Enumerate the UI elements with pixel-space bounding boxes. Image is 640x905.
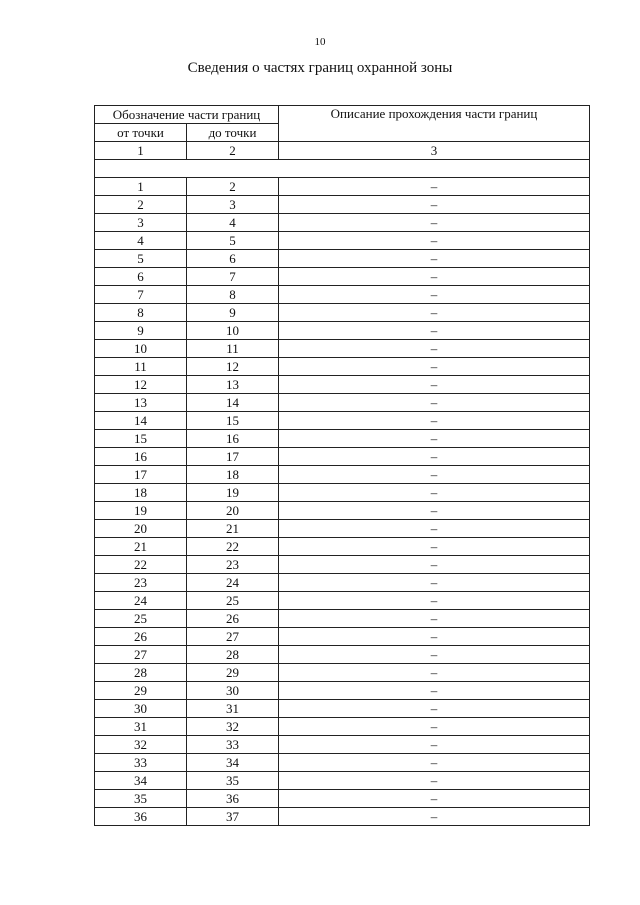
column-number-2: 2 — [187, 142, 279, 160]
description-cell: – — [279, 682, 590, 700]
to-point-cell: 12 — [187, 358, 279, 376]
from-point-cell: 21 — [95, 538, 187, 556]
from-point-cell: 4 — [95, 232, 187, 250]
to-point-cell: 7 — [187, 268, 279, 286]
table-row — [95, 556, 590, 574]
to-point-cell: 35 — [187, 772, 279, 790]
table-row — [95, 592, 590, 610]
to-point-cell: 10 — [187, 322, 279, 340]
to-point-cell: 3 — [187, 196, 279, 214]
table-row — [95, 304, 590, 322]
table-row — [95, 682, 590, 700]
header-from-point: от точки — [95, 124, 187, 142]
table-row — [95, 448, 590, 466]
to-point-cell: 29 — [187, 664, 279, 682]
description-cell: – — [279, 286, 590, 304]
table-row — [95, 286, 590, 304]
description-cell: – — [279, 340, 590, 358]
to-point-cell: 33 — [187, 736, 279, 754]
description-cell: – — [279, 304, 590, 322]
to-point-cell: 36 — [187, 790, 279, 808]
table-row — [95, 178, 590, 196]
from-point-cell: 11 — [95, 358, 187, 376]
to-point-cell: 31 — [187, 700, 279, 718]
table-row — [95, 808, 590, 826]
to-point-cell: 5 — [187, 232, 279, 250]
column-number-row — [95, 142, 590, 160]
table-row — [95, 268, 590, 286]
table-row — [95, 394, 590, 412]
from-point-cell: 17 — [95, 466, 187, 484]
from-point-cell: 2 — [95, 196, 187, 214]
from-point-cell: 27 — [95, 646, 187, 664]
from-point-cell: 18 — [95, 484, 187, 502]
description-cell: – — [279, 556, 590, 574]
description-cell: – — [279, 574, 590, 592]
to-point-cell: 15 — [187, 412, 279, 430]
to-point-cell: 4 — [187, 214, 279, 232]
table-row — [95, 322, 590, 340]
description-cell: – — [279, 484, 590, 502]
from-point-cell: 30 — [95, 700, 187, 718]
table-row — [95, 610, 590, 628]
table-row — [95, 790, 590, 808]
page-number: 10 — [314, 36, 326, 48]
to-point-cell: 21 — [187, 520, 279, 538]
to-point-cell: 2 — [187, 178, 279, 196]
header-row-group — [95, 106, 590, 124]
description-cell: – — [279, 520, 590, 538]
from-point-cell: 34 — [95, 772, 187, 790]
from-point-cell: 10 — [95, 340, 187, 358]
table-row — [95, 196, 590, 214]
table-row — [95, 736, 590, 754]
table-row — [95, 232, 590, 250]
from-point-cell: 5 — [95, 250, 187, 268]
to-point-cell: 19 — [187, 484, 279, 502]
description-cell: – — [279, 754, 590, 772]
to-point-cell: 14 — [187, 394, 279, 412]
header-description: Описание прохождения части границ — [279, 106, 590, 142]
table-row — [95, 376, 590, 394]
description-cell: – — [279, 268, 590, 286]
from-point-cell: 20 — [95, 520, 187, 538]
table-row — [95, 214, 590, 232]
table-row — [95, 466, 590, 484]
table-row — [95, 412, 590, 430]
table-row — [95, 664, 590, 682]
from-point-cell: 22 — [95, 556, 187, 574]
from-point-cell: 12 — [95, 376, 187, 394]
to-point-cell: 37 — [187, 808, 279, 826]
from-point-cell: 35 — [95, 790, 187, 808]
description-cell: – — [279, 610, 590, 628]
description-cell: – — [279, 214, 590, 232]
table-row — [95, 772, 590, 790]
table-row — [95, 430, 590, 448]
table-row — [95, 574, 590, 592]
description-cell: – — [279, 232, 590, 250]
description-cell: – — [279, 646, 590, 664]
description-cell: – — [279, 394, 590, 412]
from-point-cell: 6 — [95, 268, 187, 286]
from-point-cell: 36 — [95, 808, 187, 826]
description-cell: – — [279, 502, 590, 520]
description-cell: – — [279, 790, 590, 808]
table-body — [95, 178, 590, 826]
description-cell: – — [279, 250, 590, 268]
from-point-cell: 28 — [95, 664, 187, 682]
column-number-1: 1 — [95, 142, 187, 160]
table-row — [95, 538, 590, 556]
table-row — [95, 754, 590, 772]
table-row — [95, 484, 590, 502]
description-cell: – — [279, 664, 590, 682]
description-cell: – — [279, 178, 590, 196]
header-boundary-designation: Обозначение части границ — [95, 106, 279, 124]
from-point-cell: 24 — [95, 592, 187, 610]
description-cell: – — [279, 718, 590, 736]
to-point-cell: 22 — [187, 538, 279, 556]
from-point-cell: 19 — [95, 502, 187, 520]
to-point-cell: 26 — [187, 610, 279, 628]
from-point-cell: 1 — [95, 178, 187, 196]
to-point-cell: 27 — [187, 628, 279, 646]
from-point-cell: 8 — [95, 304, 187, 322]
to-point-cell: 32 — [187, 718, 279, 736]
to-point-cell: 9 — [187, 304, 279, 322]
table-row — [95, 628, 590, 646]
to-point-cell: 17 — [187, 448, 279, 466]
to-point-cell: 16 — [187, 430, 279, 448]
from-point-cell: 9 — [95, 322, 187, 340]
from-point-cell: 3 — [95, 214, 187, 232]
description-cell: – — [279, 376, 590, 394]
description-cell: – — [279, 592, 590, 610]
from-point-cell: 26 — [95, 628, 187, 646]
description-cell: – — [279, 358, 590, 376]
from-point-cell: 32 — [95, 736, 187, 754]
to-point-cell: 6 — [187, 250, 279, 268]
from-point-cell: 14 — [95, 412, 187, 430]
boundary-parts-table — [94, 105, 590, 826]
to-point-cell: 20 — [187, 502, 279, 520]
to-point-cell: 25 — [187, 592, 279, 610]
to-point-cell: 8 — [187, 286, 279, 304]
blank-separator-row — [95, 160, 590, 178]
description-cell: – — [279, 412, 590, 430]
description-cell: – — [279, 448, 590, 466]
table-row — [95, 718, 590, 736]
to-point-cell: 30 — [187, 682, 279, 700]
table-row — [95, 646, 590, 664]
description-cell: – — [279, 430, 590, 448]
from-point-cell: 25 — [95, 610, 187, 628]
to-point-cell: 23 — [187, 556, 279, 574]
to-point-cell: 18 — [187, 466, 279, 484]
to-point-cell: 28 — [187, 646, 279, 664]
table-row — [95, 250, 590, 268]
table-row — [95, 520, 590, 538]
table-row — [95, 340, 590, 358]
description-cell: – — [279, 628, 590, 646]
description-cell: – — [279, 196, 590, 214]
column-number-3: 3 — [279, 142, 590, 160]
to-point-cell: 24 — [187, 574, 279, 592]
description-cell: – — [279, 538, 590, 556]
header-to-point: до точки — [187, 124, 279, 142]
from-point-cell: 7 — [95, 286, 187, 304]
table-row — [95, 502, 590, 520]
description-cell: – — [279, 736, 590, 754]
from-point-cell: 15 — [95, 430, 187, 448]
from-point-cell: 31 — [95, 718, 187, 736]
document-title: Сведения о частях границ охранной зоны — [187, 60, 453, 76]
from-point-cell: 23 — [95, 574, 187, 592]
table-row — [95, 700, 590, 718]
from-point-cell: 13 — [95, 394, 187, 412]
from-point-cell: 16 — [95, 448, 187, 466]
to-point-cell: 11 — [187, 340, 279, 358]
table-row — [95, 358, 590, 376]
to-point-cell: 34 — [187, 754, 279, 772]
description-cell: – — [279, 322, 590, 340]
from-point-cell: 33 — [95, 754, 187, 772]
description-cell: – — [279, 700, 590, 718]
description-cell: – — [279, 466, 590, 484]
to-point-cell: 13 — [187, 376, 279, 394]
description-cell: – — [279, 772, 590, 790]
from-point-cell: 29 — [95, 682, 187, 700]
blank-separator-cell — [95, 160, 590, 178]
description-cell: – — [279, 808, 590, 826]
